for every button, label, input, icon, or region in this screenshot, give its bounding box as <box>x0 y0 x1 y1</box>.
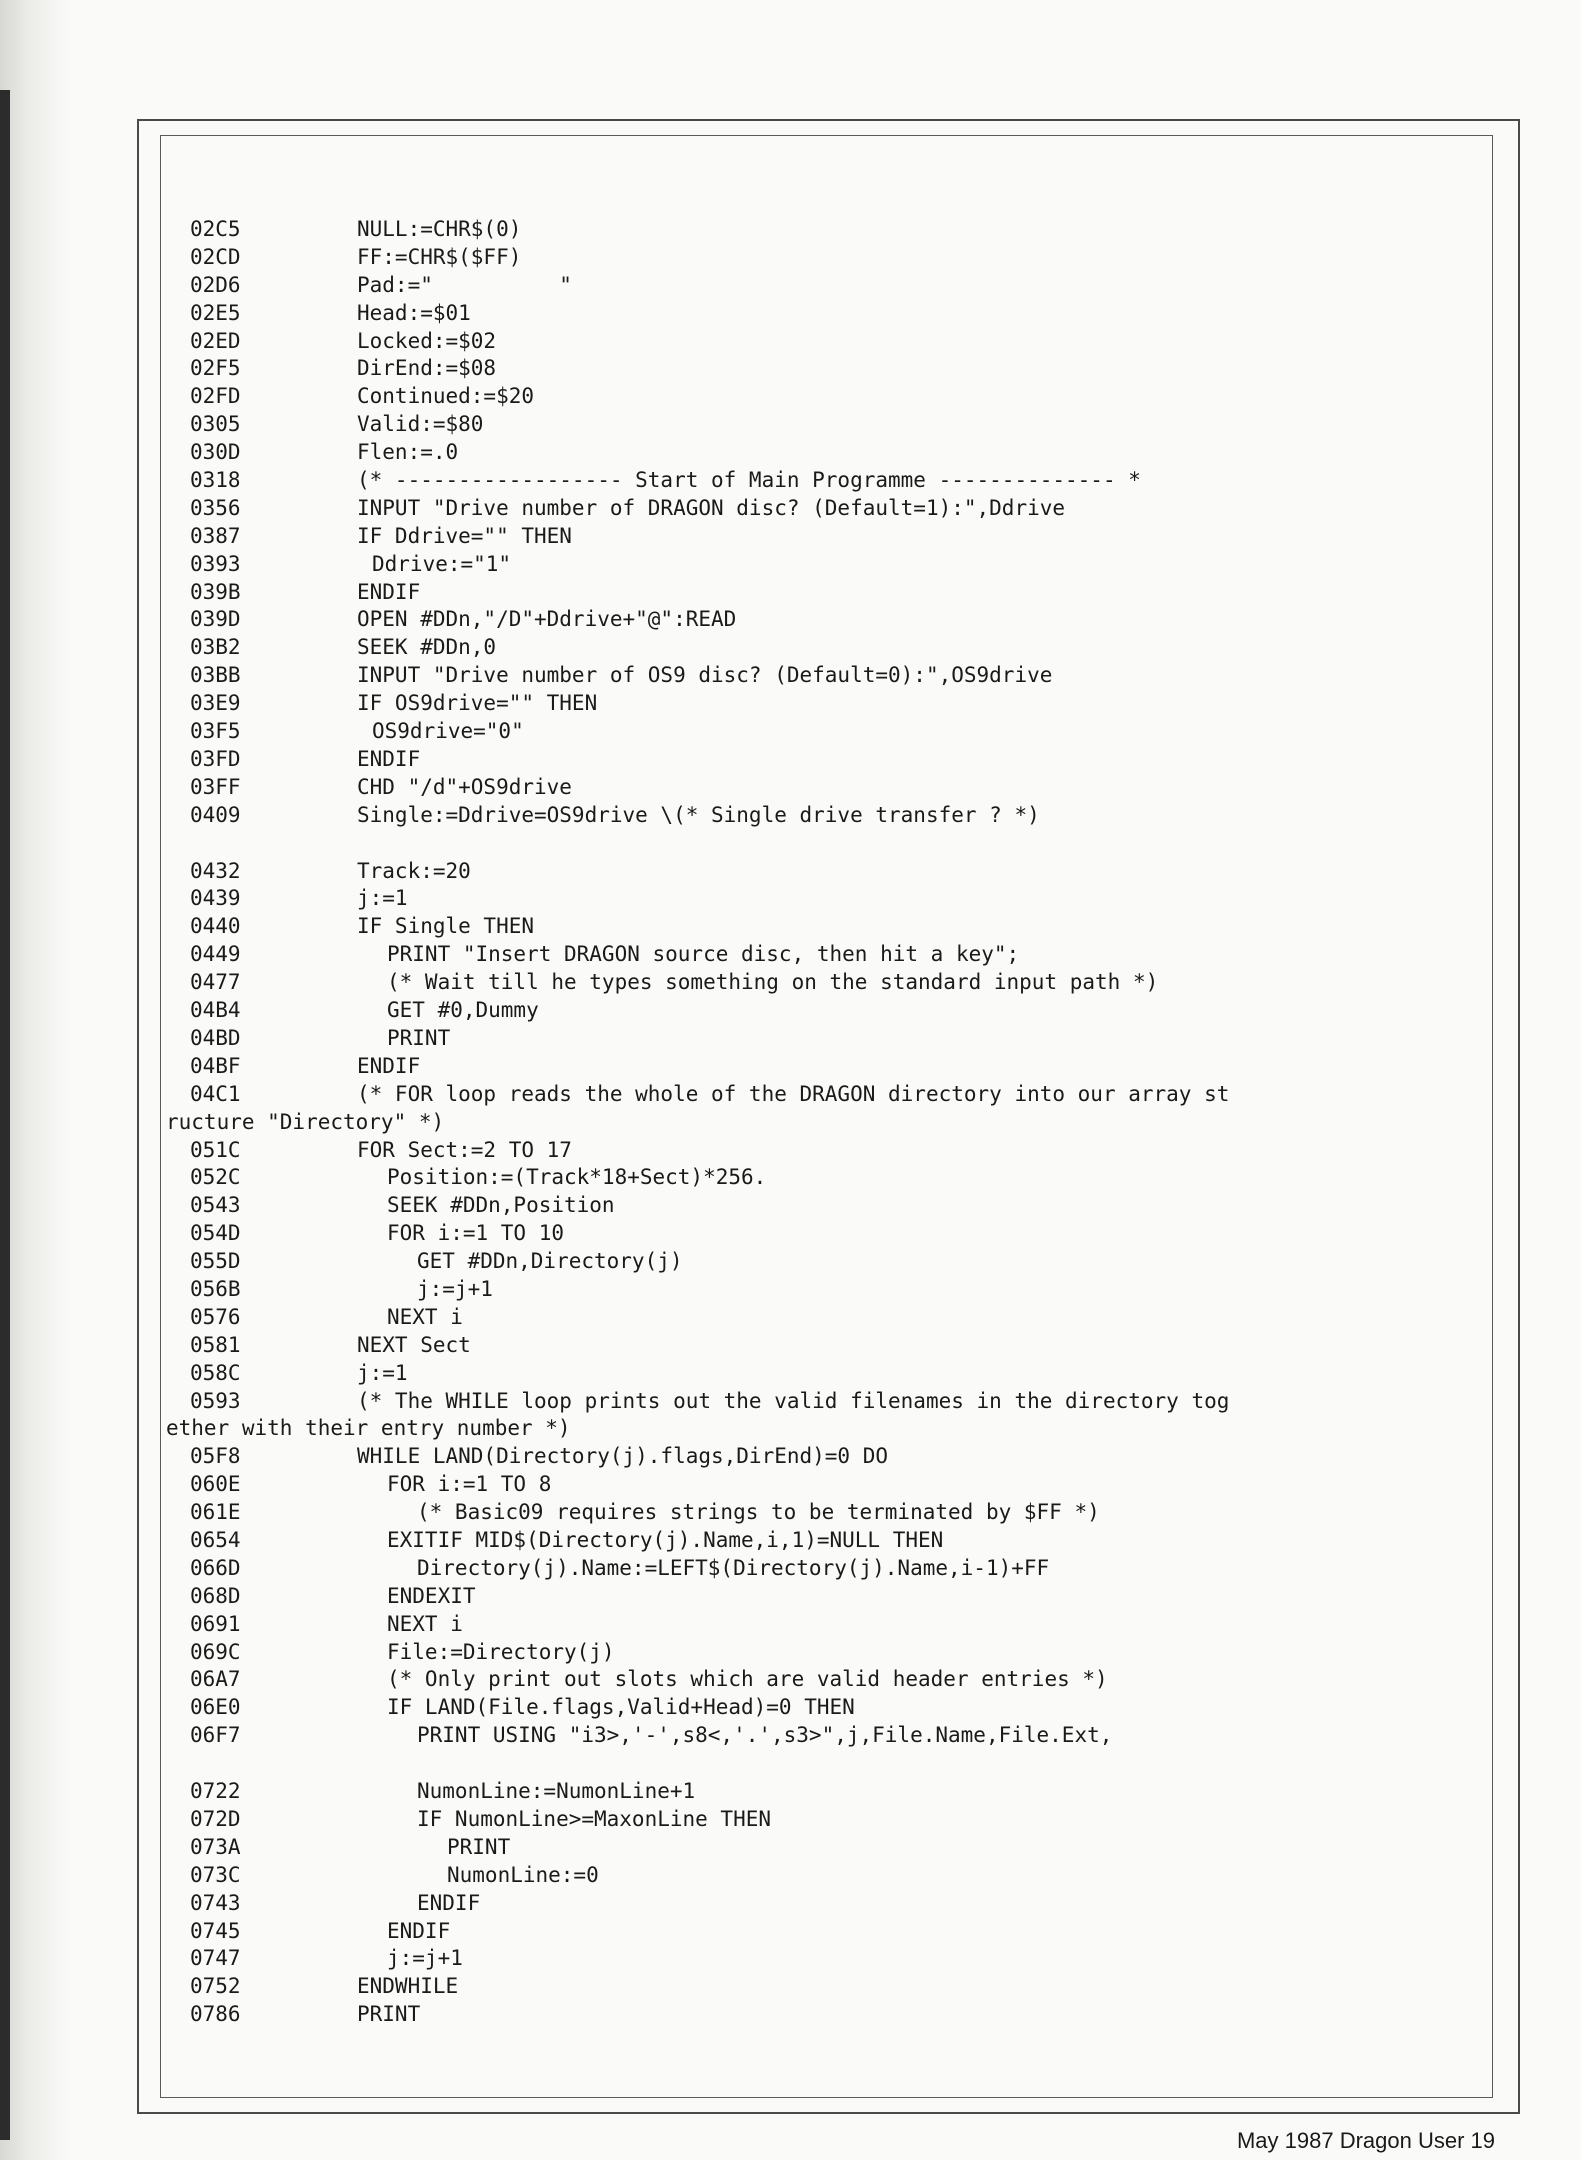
line-address: 0722 <box>190 1779 241 1804</box>
code-text: NumonLine:=0 <box>447 1862 599 1887</box>
code-text: ENDWHILE <box>357 1974 459 1999</box>
code-text: SEEK #DDn,0 <box>357 635 497 660</box>
code-line <box>160 1862 1493 1890</box>
line-address: 0477 <box>190 970 241 995</box>
code-text: OS9drive="0" <box>372 719 524 744</box>
code-text: (* Basic09 requires strings to be terminated by $FF *) <box>417 1500 1100 1525</box>
code-line <box>160 802 1493 830</box>
code-line <box>160 1415 1493 1443</box>
line-address: 0409 <box>190 802 241 827</box>
code-text: NumonLine:=NumonLine+1 <box>417 1779 696 1804</box>
code-line <box>160 439 1493 467</box>
line-address: 0449 <box>190 942 241 967</box>
code-text: j:=j+1 <box>387 1946 463 1971</box>
code-line <box>160 2001 1493 2029</box>
code-text: GET #0,Dummy <box>387 998 539 1023</box>
code-text: IF OS9drive="" THEN <box>357 691 598 716</box>
code-text: Valid:=$80 <box>357 412 484 437</box>
code-line <box>160 1332 1493 1360</box>
code-line <box>160 1973 1493 2001</box>
code-text: FOR i:=1 TO 10 <box>387 1221 565 1246</box>
code-line <box>160 1611 1493 1639</box>
code-text: ENDIF <box>357 1053 421 1078</box>
line-address: 055D <box>190 1249 241 1274</box>
code-line <box>160 1360 1493 1388</box>
line-address: 030D <box>190 440 241 465</box>
page-footer: May 1987 Dragon User 19 <box>1236 2128 1495 2153</box>
line-address: 03BB <box>190 663 241 688</box>
code-line <box>160 1137 1493 1165</box>
line-address: 0576 <box>190 1304 241 1329</box>
code-text: PRINT "Insert DRAGON source disc, then hit a key"; <box>387 942 1020 967</box>
line-address: 04BD <box>190 1025 241 1050</box>
line-address: 03B2 <box>190 635 241 660</box>
line-address: 066D <box>190 1555 241 1580</box>
listing-block-3 <box>160 1778 1493 2029</box>
line-address: 068D <box>190 1583 241 1608</box>
line-address: 03FF <box>190 774 241 799</box>
line-address: 04C1 <box>190 1081 241 1106</box>
code-text: FOR Sect:=2 TO 17 <box>357 1137 572 1162</box>
code-line <box>160 1890 1493 1918</box>
line-address: 054D <box>190 1221 241 1246</box>
code-line <box>160 1778 1493 1806</box>
code-text: (* Only print out slots which are valid header entries *) <box>387 1667 1108 1692</box>
code-line <box>160 913 1493 941</box>
line-address: 060E <box>190 1472 241 1497</box>
line-address: 0305 <box>190 412 241 437</box>
code-line <box>160 997 1493 1025</box>
code-line <box>160 551 1493 579</box>
code-text: ENDIF <box>417 1890 481 1915</box>
code-text: Continued:=$20 <box>357 384 535 409</box>
line-address: 02E5 <box>190 300 241 325</box>
line-address: 056B <box>190 1276 241 1301</box>
code-line <box>160 634 1493 662</box>
code-text: IF Single THEN <box>357 914 535 939</box>
code-line <box>160 300 1493 328</box>
code-text: INPUT "Drive number of DRAGON disc? (Default=1):",Ddrive <box>357 495 1066 520</box>
code-text: CHD "/d"+OS9drive <box>357 774 572 799</box>
code-text: GET #DDn,Directory(j) <box>417 1249 683 1274</box>
line-address: 02C5 <box>190 217 241 241</box>
code-line <box>160 523 1493 551</box>
code-text: FF:=CHR$($FF) <box>357 244 522 269</box>
line-address: 072D <box>190 1806 241 1831</box>
line-address: 0745 <box>190 1918 241 1943</box>
code-line <box>160 328 1493 356</box>
code-text: NEXT Sect <box>357 1332 471 1357</box>
code-line <box>160 1304 1493 1332</box>
line-address: 0393 <box>190 551 241 576</box>
code-text: ENDIF <box>357 579 421 604</box>
code-text: Single:=Ddrive=OS9drive \(* Single drive transfer ? *) <box>357 802 1040 827</box>
code-line <box>160 1025 1493 1053</box>
code-text: Locked:=$02 <box>357 328 497 353</box>
code-text: IF Ddrive="" THEN <box>357 523 572 548</box>
code-line <box>160 216 1493 244</box>
code-line <box>160 774 1493 802</box>
code-line <box>160 411 1493 439</box>
code-text: NULL:=CHR$(0) <box>357 217 522 241</box>
code-text: Flen:=.0 <box>357 440 459 465</box>
line-address: 04B4 <box>190 998 241 1023</box>
line-address: 0593 <box>190 1388 241 1413</box>
code-text: j:=j+1 <box>417 1276 493 1301</box>
code-line <box>160 1834 1493 1862</box>
line-address: 0752 <box>190 1974 241 1999</box>
line-address: 0747 <box>190 1946 241 1971</box>
line-address: 0432 <box>190 858 241 883</box>
line-address: 0318 <box>190 468 241 493</box>
line-address: 03E9 <box>190 691 241 716</box>
code-text: Position:=(Track*18+Sect)*256. <box>387 1165 767 1190</box>
line-address: 039D <box>190 607 241 632</box>
code-line <box>160 383 1493 411</box>
code-line <box>160 746 1493 774</box>
line-address: 052C <box>190 1165 241 1190</box>
line-address: 06A7 <box>190 1667 241 1692</box>
line-address: 02ED <box>190 328 241 353</box>
code-text: (* Wait till he types something on the standard input path *) <box>387 970 1159 995</box>
listing-block-2 <box>160 858 1493 1751</box>
code-wrap-text: ether with their entry number *) <box>166 1416 571 1441</box>
code-line <box>160 1164 1493 1192</box>
listing-gap <box>160 830 1493 858</box>
line-address: 03FD <box>190 746 241 771</box>
code-text: SEEK #DDn,Position <box>387 1193 615 1218</box>
code-line <box>160 662 1493 690</box>
line-address: 06F7 <box>190 1723 241 1748</box>
code-line <box>160 1192 1493 1220</box>
code-line <box>160 1918 1493 1946</box>
code-line <box>160 1220 1493 1248</box>
code-text: ENDIF <box>357 746 421 771</box>
code-text: PRINT <box>447 1834 511 1859</box>
code-wrap-text: ructure "Directory" *) <box>166 1109 445 1134</box>
line-address: 03F5 <box>190 719 241 744</box>
code-line <box>160 606 1493 634</box>
code-line <box>160 1388 1493 1416</box>
code-line <box>160 858 1493 886</box>
code-line <box>160 1583 1493 1611</box>
code-line <box>160 1109 1493 1137</box>
code-line <box>160 1443 1493 1471</box>
line-address: 0387 <box>190 523 241 548</box>
code-line <box>160 690 1493 718</box>
code-text: j:=1 <box>357 1360 408 1385</box>
code-text: IF NumonLine>=MaxonLine THEN <box>417 1806 772 1831</box>
code-line <box>160 244 1493 272</box>
code-text: j:=1 <box>357 886 408 911</box>
code-text: (* The WHILE loop prints out the valid filenames in the directory tog <box>357 1388 1230 1413</box>
code-line <box>160 579 1493 607</box>
line-address: 061E <box>190 1500 241 1525</box>
code-text: Pad:=" " <box>357 272 572 297</box>
line-address: 0543 <box>190 1193 241 1218</box>
code-line <box>160 718 1493 746</box>
code-text: Track:=20 <box>357 858 471 883</box>
line-address: 073C <box>190 1862 241 1887</box>
code-line <box>160 885 1493 913</box>
code-line <box>160 969 1493 997</box>
code-text: (* FOR loop reads the whole of the DRAGON directory into our array st <box>357 1081 1230 1106</box>
code-line <box>160 1081 1493 1109</box>
code-text: INPUT "Drive number of OS9 disc? (Default=0):",OS9drive <box>357 663 1053 688</box>
line-address: 0654 <box>190 1527 241 1552</box>
line-address: 069C <box>190 1639 241 1664</box>
listing-gap <box>160 1750 1493 1778</box>
line-address: 039B <box>190 579 241 604</box>
code-line <box>160 1806 1493 1834</box>
code-text: (* ------------------ Start of Main Programme -------------- * <box>357 468 1141 493</box>
line-address: 02FD <box>190 384 241 409</box>
code-text: NEXT i <box>387 1304 463 1329</box>
line-address: 0691 <box>190 1611 241 1636</box>
code-text: PRINT USING "i3>,'-',s8<,'.',s3>",j,File.Name,File.Ext, <box>417 1723 1113 1748</box>
code-line <box>160 1276 1493 1304</box>
code-line <box>160 1666 1493 1694</box>
code-line <box>160 1555 1493 1583</box>
code-line <box>160 272 1493 300</box>
code-text: EXITIF MID$(Directory(j).Name,i,1)=NULL THEN <box>387 1527 944 1552</box>
line-address: 073A <box>190 1834 241 1859</box>
line-address: 02D6 <box>190 272 241 297</box>
code-line <box>160 1499 1493 1527</box>
code-line <box>160 1053 1493 1081</box>
code-text: ENDIF <box>387 1918 451 1943</box>
code-text: Head:=$01 <box>357 300 471 325</box>
code-text: DirEnd:=$08 <box>357 356 497 381</box>
code-line <box>160 1694 1493 1722</box>
code-text: WHILE LAND(Directory(j).flags,DirEnd)=0 DO <box>357 1444 889 1469</box>
code-line <box>160 1945 1493 1973</box>
page-spine-shadow <box>0 0 70 2160</box>
line-address: 0786 <box>190 2002 241 2027</box>
code-text: PRINT <box>387 1025 451 1050</box>
line-address: 05F8 <box>190 1444 241 1469</box>
code-text: Ddrive:="1" <box>372 551 512 576</box>
line-address: 0581 <box>190 1332 241 1357</box>
line-address: 04BF <box>190 1053 241 1078</box>
code-text: IF LAND(File.flags,Valid+Head)=0 THEN <box>387 1695 855 1720</box>
code-line <box>160 355 1493 383</box>
code-text: Directory(j).Name:=LEFT$(Directory(j).Name,i-1)+FF <box>417 1555 1050 1580</box>
line-address: 051C <box>190 1137 241 1162</box>
code-line <box>160 467 1493 495</box>
line-address: 0743 <box>190 1890 241 1915</box>
code-line <box>160 1527 1493 1555</box>
code-line <box>160 1248 1493 1276</box>
code-text: ENDEXIT <box>387 1583 476 1608</box>
line-address: 0356 <box>190 495 241 520</box>
code-text: FOR i:=1 TO 8 <box>387 1472 552 1497</box>
code-text: OPEN #DDn,"/D"+Ddrive+"@":READ <box>357 607 737 632</box>
line-address: 02CD <box>190 244 241 269</box>
code-line <box>160 941 1493 969</box>
code-text: NEXT i <box>387 1611 463 1636</box>
line-address: 02F5 <box>190 356 241 381</box>
line-address: 0440 <box>190 914 241 939</box>
listing-block-1 <box>160 216 1493 830</box>
code-line <box>160 1722 1493 1750</box>
code-line <box>160 1639 1493 1667</box>
line-address: 058C <box>190 1360 241 1385</box>
line-address: 0439 <box>190 886 241 911</box>
code-line <box>160 1471 1493 1499</box>
code-text: File:=Directory(j) <box>387 1639 615 1664</box>
page-binding-edge <box>0 90 10 2140</box>
code-line <box>160 495 1493 523</box>
line-address: 06E0 <box>190 1695 241 1720</box>
program-listing <box>160 216 1493 2029</box>
code-text: PRINT <box>357 2002 421 2027</box>
